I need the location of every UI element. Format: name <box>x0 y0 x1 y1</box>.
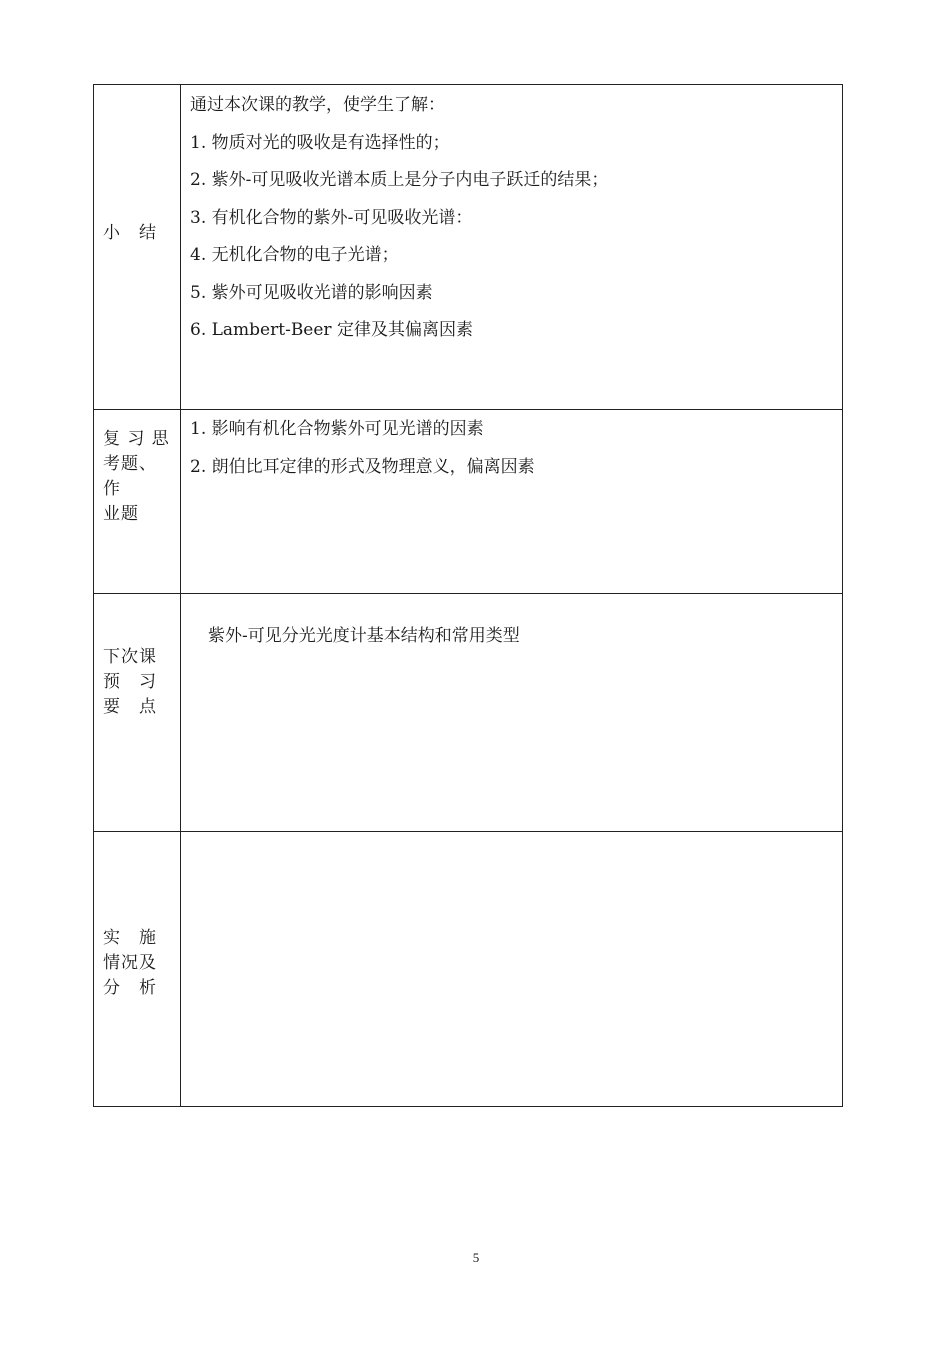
review-item-2: 2. 朗伯比耳定律的形式及物理意义，偏离因素 <box>190 456 535 477</box>
review-label-cell <box>94 410 181 594</box>
review-content-cell <box>181 410 843 594</box>
summary-item-2: 2. 紫外-可见吸收光谱本质上是分子内电子跃迁的结果； <box>190 170 609 190</box>
page-number: 5 <box>472 1250 480 1265</box>
preview-content-cell <box>181 594 843 832</box>
review-row <box>94 410 843 594</box>
implementation-content-cell <box>181 832 843 1107</box>
summary-item-3: 3. 有机化合物的紫外-可见吸收光谱： <box>190 207 473 228</box>
summary-item-6: 6. Lambert-Beer 定律及其偏离因素 <box>190 320 473 340</box>
implementation-label: 实 施 情况及 分 析 <box>103 927 157 998</box>
review-label: 复 习 思 考题、作 业题 <box>103 428 170 524</box>
summary-label: 小 结 <box>103 222 157 243</box>
summary-content-cell <box>181 85 843 410</box>
summary-intro: 通过本次课的教学，使学生了解： <box>190 95 445 115</box>
implementation-row <box>94 832 843 1107</box>
summary-item-1: 1. 物质对光的吸收是有选择性的； <box>190 132 450 153</box>
preview-row <box>94 594 843 832</box>
preview-text: 紫外-可见分光光度计基本结构和常用类型 <box>208 626 520 646</box>
summary-item-5: 5. 紫外可见吸收光谱的影响因素 <box>190 282 433 303</box>
implementation-label-cell <box>94 832 181 1107</box>
summary-item-4: 4. 无机化合物的电子光谱； <box>190 245 399 265</box>
preview-label-cell <box>94 594 181 832</box>
lesson-plan-table <box>93 84 843 1107</box>
summary-label-cell <box>94 85 181 410</box>
preview-label: 下次课 预 习 要 点 <box>103 647 157 717</box>
review-item-1: 1. 影响有机化合物紫外可见光谱的因素 <box>190 419 484 439</box>
summary-row <box>94 85 843 410</box>
